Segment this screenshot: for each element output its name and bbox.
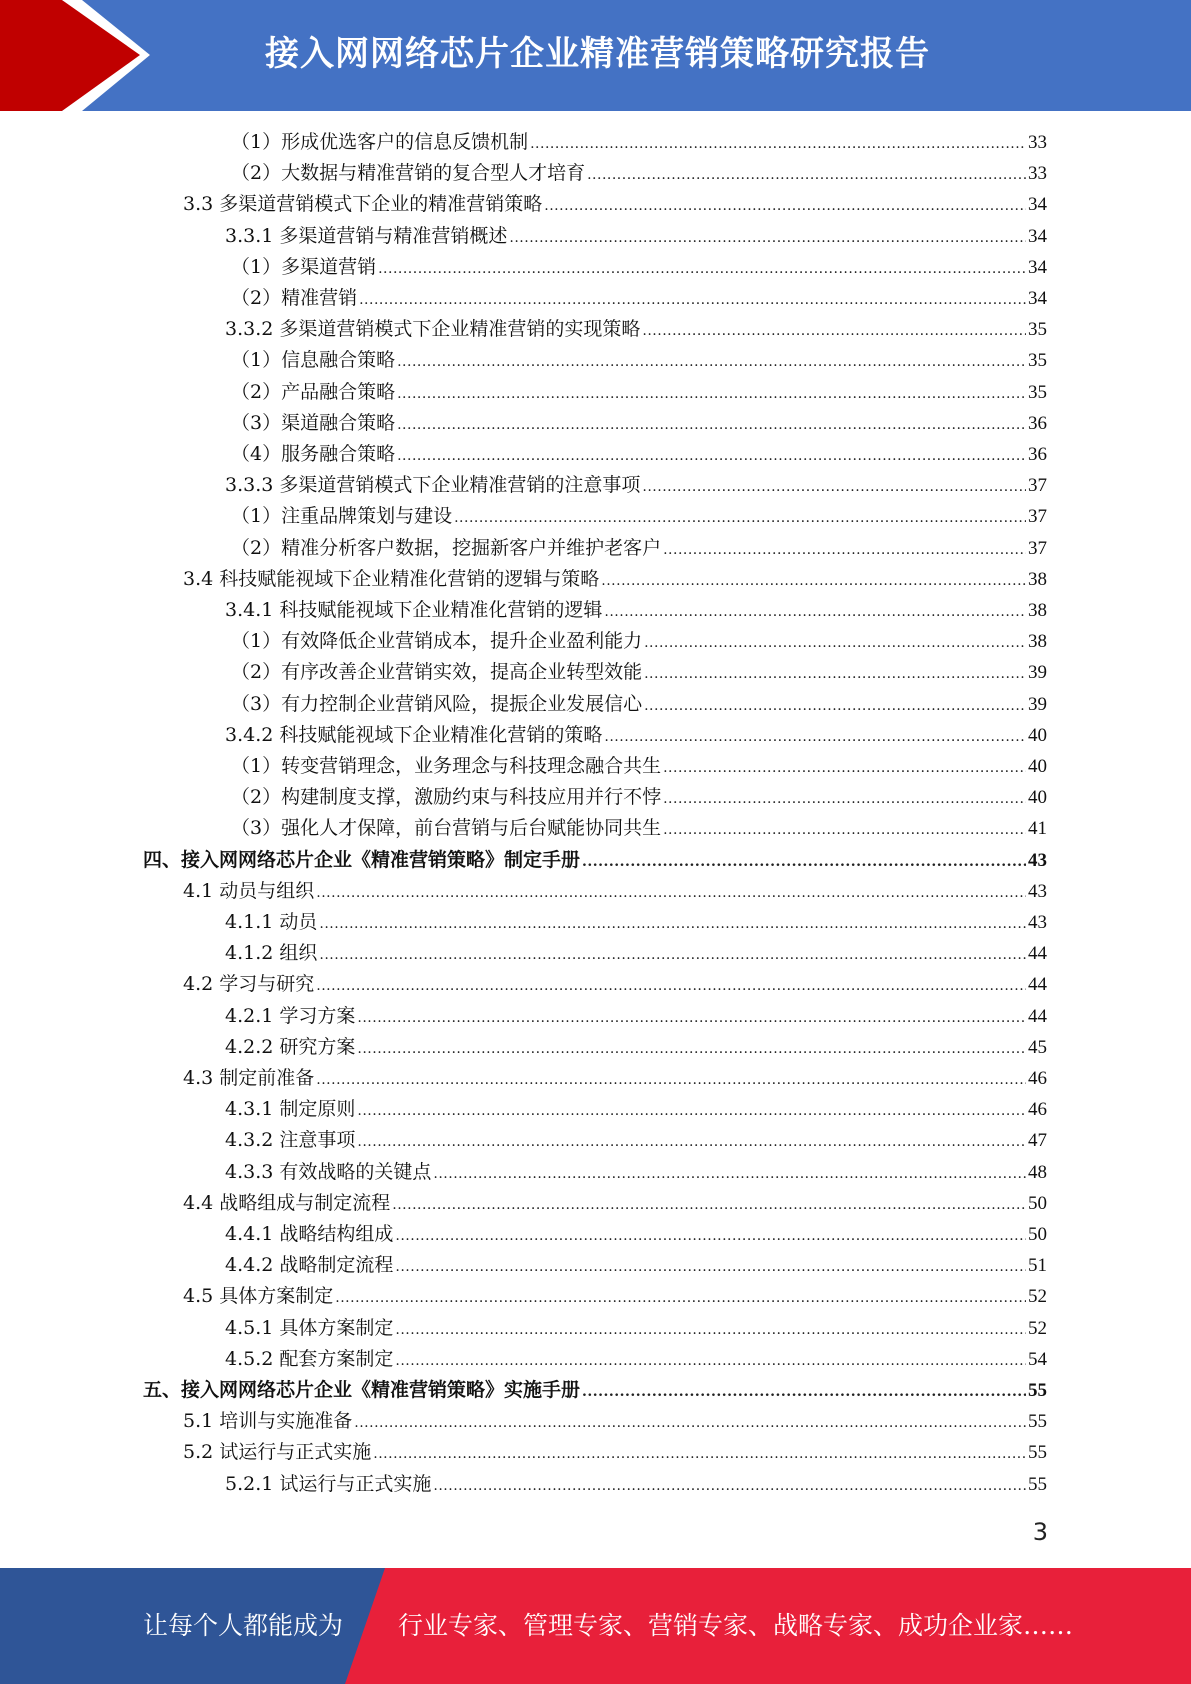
toc-entry-title: 5.2.1 试运行与正式实施 [225,1472,432,1495]
toc-entry-title: 3.4 科技赋能视域下企业精准化营销的逻辑与策略 [183,567,600,590]
toc-entry[interactable] [231,689,1047,720]
toc-entry-page: 55 [1028,1411,1047,1433]
toc-dot-leader [319,940,1026,971]
toc-entry-title: 4.4.2 战略制定流程 [225,1254,394,1277]
toc-entry-title: （1）信息融合策略 [231,349,396,372]
toc-entry-page: 45 [1028,1036,1047,1058]
toc-chapter-entry[interactable] [143,845,1047,876]
toc-entry-page: 34 [1028,194,1047,216]
toc-dot-leader [587,160,1026,191]
page-header [0,0,1191,111]
toc-entry-title: 4.2 学习与研究 [183,973,315,996]
toc-entry-page: 37 [1028,537,1047,559]
toc-entry-title: （3）强化人才保障，前台营销与后台赋能协同共生 [231,817,662,840]
toc-entry-title: 3.3.3 多渠道营销模式下企业精准营销的注意事项 [225,474,641,497]
toc-dot-leader [601,566,1026,597]
toc-dot-leader [395,1346,1026,1377]
toc-entry-title: 4.1.1 动员 [225,911,318,933]
footer-slogan-left: 让每个人都能成为 [143,1611,344,1640]
toc-entry[interactable] [225,1094,1047,1125]
toc-entry-page: 46 [1028,1068,1047,1089]
header-arrow-decoration [0,0,160,111]
toc-entry-page: 37 [1028,506,1047,528]
toc-entry[interactable] [183,969,1047,1000]
toc-dot-leader [354,1408,1026,1439]
toc-entry-page: 50 [1028,1224,1047,1245]
toc-entry-title: （2）产品融合策略 [231,380,396,403]
toc-entry-page: 40 [1028,787,1047,809]
toc-entry-page: 52 [1028,1286,1047,1308]
toc-dot-leader [397,347,1026,378]
toc-entry[interactable] [231,782,1047,813]
toc-entry[interactable] [231,127,1047,158]
toc-dot-leader [663,815,1026,846]
toc-entry-page: 34 [1028,225,1047,247]
toc-entry-page: 43 [1028,912,1047,933]
toc-dot-leader [454,503,1026,534]
toc-dot-leader [397,441,1026,472]
toc-dot-leader [357,1096,1026,1127]
toc-dot-leader [316,878,1026,909]
toc-entry[interactable] [225,1469,1047,1500]
toc-entry-title: 四、接入网网络芯片企业《精准营销策略》制定手册 [143,848,581,871]
toc-entry-page: 44 [1028,943,1047,965]
report-title: 接入网网络芯片企业精准营销策略研究报告 [265,34,930,74]
toc-entry-title: 4.5 具体方案制定 [183,1285,334,1308]
toc-entry-title: 4.4.1 战略结构组成 [225,1223,394,1245]
toc-entry-title: 5.2 试运行与正式实施 [183,1441,372,1464]
toc-entry-title: （4）服务融合策略 [231,443,396,465]
toc-dot-leader [357,1127,1026,1158]
toc-entry[interactable] [183,189,1047,220]
toc-entry[interactable] [183,1437,1047,1468]
toc-entry[interactable] [183,1063,1047,1094]
toc-entry[interactable] [231,657,1047,688]
toc-entry-page: 39 [1028,693,1047,715]
toc-entry-page: 38 [1028,568,1047,590]
toc-entry[interactable] [231,439,1047,470]
toc-dot-leader [357,1003,1026,1034]
toc-entry[interactable] [231,501,1047,532]
toc-entry[interactable] [231,751,1047,782]
toc-dot-leader [319,909,1026,940]
toc-entry-title: 4.1 动员与组织 [183,879,315,902]
toc-entry-title: 3.3.2 多渠道营销模式下企业精准营销的实现策略 [225,318,641,341]
toc-entry[interactable] [225,1344,1047,1375]
toc-entry-page: 47 [1028,1130,1047,1152]
toc-entry-title: 4.2.2 研究方案 [225,1035,356,1058]
toc-entry-title: 4.3.1 制定原则 [225,1098,356,1121]
toc-entry-page: 33 [1028,132,1047,153]
footer-slogan-right: 行业专家、管理专家、营销专家、战略专家、成功企业家…… [398,1611,1074,1640]
toc-entry-title: （1）注重品牌策划与建设 [231,505,453,528]
toc-dot-leader [316,1065,1026,1096]
toc-chapter-entry[interactable] [143,1375,1047,1406]
toc-dot-leader [530,129,1026,160]
toc-dot-leader [397,379,1026,410]
toc-entry-title: （2）精准分析客户数据，挖掘新客户并维护老客户 [231,536,662,559]
toc-dot-leader [604,597,1026,628]
toc-entry-title: （2）大数据与精准营销的复合型人才培育 [231,162,586,185]
toc-entry-title: （3）渠道融合策略 [231,411,396,434]
toc-entry[interactable] [225,221,1047,252]
toc-entry-title: （3）有力控制企业营销风险，提振企业发展信心 [231,692,643,715]
toc-entry[interactable] [183,876,1047,907]
toc-dot-leader [316,971,1026,1002]
toc-entry-page: 36 [1028,444,1047,465]
toc-entry-page: 52 [1028,1317,1047,1339]
toc-entry[interactable] [183,1406,1047,1437]
toc-entry-title: 4.3.3 有效战略的关键点 [225,1160,432,1183]
toc-entry[interactable] [225,1313,1047,1344]
toc-entry[interactable] [231,158,1047,189]
toc-entry-page: 36 [1028,412,1047,434]
toc-entry[interactable] [231,408,1047,439]
toc-entry-title: 4.4 战略组成与制定流程 [183,1191,391,1214]
toc-entry-page: 55 [1028,1473,1047,1495]
toc-entry-page: 46 [1028,1099,1047,1121]
toc-entry[interactable] [183,564,1047,595]
toc-dot-leader [604,722,1026,753]
toc-entry-page: 34 [1028,256,1047,278]
toc-entry-page: 54 [1028,1348,1047,1370]
toc-entry-title: （2）构建制度支撑，激励约束与科技应用并行不悖 [231,786,662,809]
toc-entry-title: 3.4.2 科技赋能视域下企业精准化营销的策略 [225,723,603,746]
toc-entry-title: 五、接入网网络芯片企业《精准营销策略》实施手册 [143,1379,581,1401]
toc-entry-page: 33 [1028,163,1047,185]
toc-dot-leader [395,1252,1026,1283]
toc-dot-leader [663,535,1026,566]
toc-entry[interactable] [231,626,1047,657]
toc-entry[interactable] [231,283,1047,314]
toc-entry-title: 3.3 多渠道营销模式下企业的精准营销策略 [183,193,543,216]
toc-dot-leader [433,1159,1026,1190]
toc-entry-title: 3.4.1 科技赋能视域下企业精准化营销的逻辑 [225,599,603,621]
toc-dot-leader [509,223,1026,254]
toc-entry-page: 43 [1028,849,1047,871]
toc-dot-leader [357,1034,1026,1065]
toc-entry-page: 39 [1028,662,1047,684]
toc-entry-page: 48 [1028,1161,1047,1183]
page-footer [0,1568,1191,1684]
toc-entry-title: 4.3 制定前准备 [183,1067,315,1089]
toc-entry[interactable] [225,1157,1047,1188]
toc-dot-leader [642,316,1026,347]
toc-dot-leader [663,753,1026,784]
toc-entry[interactable] [225,470,1047,501]
toc-entry-page: 55 [1028,1380,1047,1401]
toc-entry[interactable] [225,1001,1047,1032]
toc-entry-page: 40 [1028,756,1047,777]
toc-entry[interactable] [225,595,1047,626]
toc-entry-title: （1）有效降低企业营销成本，提升企业盈利能力 [231,630,643,653]
toc-entry[interactable] [225,907,1047,938]
toc-entry-page: 40 [1028,724,1047,746]
toc-entry-title: 4.3.2 注意事项 [225,1129,356,1152]
toc-entry[interactable] [183,1188,1047,1219]
toc-dot-leader [644,691,1026,722]
toc-dot-leader [544,191,1026,222]
toc-entry-page: 43 [1028,880,1047,902]
toc-entry[interactable] [225,938,1047,969]
toc-entry-page: 41 [1028,818,1047,840]
toc-entry[interactable] [225,1032,1047,1063]
toc-dot-leader [663,784,1026,815]
toc-entry-page: 44 [1028,1005,1047,1027]
toc-entry[interactable] [225,314,1047,345]
toc-entry-page: 35 [1028,350,1047,372]
toc-entry-title: 4.2.1 学习方案 [225,1004,356,1027]
toc-entry[interactable] [225,720,1047,751]
toc-dot-leader [433,1471,1026,1502]
toc-entry[interactable] [225,1250,1047,1281]
toc-entry-page: 51 [1028,1255,1047,1277]
toc-entry[interactable] [231,813,1047,844]
toc-dot-leader [397,410,1026,441]
page-number: 3 [1032,1518,1048,1546]
toc-entry-page: 50 [1028,1192,1047,1214]
toc-entry-page: 35 [1028,381,1047,403]
toc-entry[interactable] [231,533,1047,564]
toc-entry-title: 3.3.1 多渠道营销与精准营销概述 [225,224,508,247]
toc-entry-page: 38 [1028,631,1047,653]
toc-entry-page: 38 [1028,600,1047,621]
toc-entry-title: 4.5.1 具体方案制定 [225,1316,394,1339]
toc-entry[interactable] [225,1125,1047,1156]
toc-entry-page: 37 [1028,475,1047,497]
toc-entry[interactable] [183,1281,1047,1312]
toc-dot-leader [642,472,1026,503]
toc-entry-title: 4.5.2 配套方案制定 [225,1347,394,1370]
toc-dot-leader [378,254,1026,285]
toc-entry-title: 4.1.2 组织 [225,942,318,965]
toc-dot-leader [395,1221,1026,1252]
toc-entry-title: （1）转变营销理念，业务理念与科技理念融合共生 [231,755,662,777]
toc-entry-page: 35 [1028,319,1047,341]
toc-dot-leader [644,628,1026,659]
toc-entry-title: （1）多渠道营销 [231,255,377,278]
toc-entry-title: （2）精准营销 [231,287,358,309]
toc-entry[interactable] [225,1219,1047,1250]
toc-dot-leader [373,1439,1026,1470]
toc-dot-leader [582,847,1026,878]
toc-dot-leader [395,1315,1026,1346]
toc-entry-title: （1）形成优选客户的信息反馈机制 [231,131,529,153]
toc-dot-leader [392,1190,1026,1221]
toc-entry[interactable] [231,377,1047,408]
toc-entry[interactable] [231,345,1047,376]
toc-dot-leader [644,659,1026,690]
toc-dot-leader [582,1377,1026,1408]
toc-entry-page: 55 [1028,1442,1047,1464]
toc-dot-leader [335,1283,1026,1314]
toc-entry-title: （2）有序改善企业营销实效，提高企业转型效能 [231,661,643,684]
toc-entry-page: 44 [1028,974,1047,996]
toc-entry[interactable] [231,252,1047,283]
toc-entry-page: 34 [1028,288,1047,309]
toc-dot-leader [359,285,1026,316]
toc-entry-title: 5.1 培训与实施准备 [183,1410,353,1433]
